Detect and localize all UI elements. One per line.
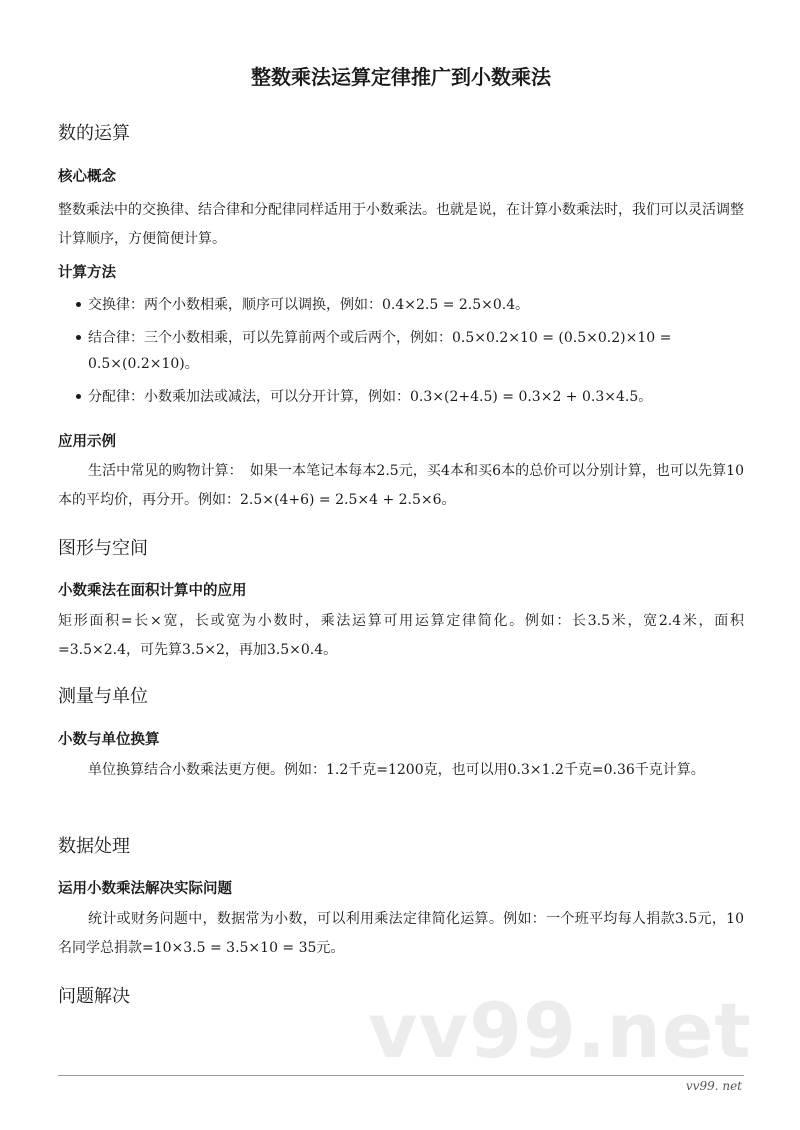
bullet-icon xyxy=(76,335,81,340)
practical-problems-text: 统计或财务问题中，数据常为小数，可以利用乘法定律简化运算。例如：一个班平均每人捐款3.5元，10名同学总捐款=10×3.5 = 3.5×10 = 35元。 xyxy=(58,911,744,956)
core-concept-text: 整数乘法中的交换律、结合律和分配律同样适用于小数乘法。也就是说，在计算小数乘法时，我们可以灵活调整计算顺序，方便简便计算。 xyxy=(58,202,744,247)
unit-conversion-text: 单位换算结合小数乘法更方便。例如：1.2千克=1200克，也可以用0.3×1.2千克=0.36千克计算。 xyxy=(88,762,705,778)
subheading-core-concept: 核心概念 xyxy=(58,169,116,185)
list-item xyxy=(58,292,744,318)
area-application-text: 矩形面积=长×宽，长或宽为小数时，乘法运算可用运算定律简化。例如：长3.5米，宽2.4米，面积=3.5×2.4，可先算3.5×2，再加3.5×0.4。 xyxy=(58,613,744,658)
bullet-icon xyxy=(76,302,81,307)
section-heading-measurement-units: 测量与单位 xyxy=(58,686,148,707)
application-example-text: 生活中常见的购物计算： 如果一本笔记本每本2.5元，买4本和买6本的总价可以分别计算，也可以先算10本的平均价，再分开。例如：2.5×(4+6) = 2.5×4 + 2.5×6。 xyxy=(58,463,744,508)
method-commutative-text: 交换律：两个小数相乘，顺序可以调换，例如：0.4×2.5 = 2.5×0.4。 xyxy=(88,297,530,313)
footer-site-label: vv99. net xyxy=(685,1079,742,1093)
list-item xyxy=(58,325,744,377)
subheading-application-example: 应用示例 xyxy=(58,434,116,450)
section-heading-number-operations: 数的运算 xyxy=(58,123,130,144)
section-heading-problem-solving: 问题解决 xyxy=(58,986,130,1007)
subheading-area-application: 小数乘法在面积计算中的应用 xyxy=(58,583,247,599)
methods-list xyxy=(58,292,744,417)
list-item xyxy=(58,384,744,410)
method-associative-text: 结合律：三个小数相乘，可以先算前两个或后两个，例如：0.5×0.2×10 = (0.5×0.2)×10 = 0.5×(0.2×10)。 xyxy=(88,330,672,372)
footer-divider xyxy=(58,1075,744,1076)
subheading-practical-problems: 运用小数乘法解决实际问题 xyxy=(58,881,232,897)
subheading-calculation-methods: 计算方法 xyxy=(58,265,116,281)
method-distributive-text: 分配律：小数乘加法或减法，可以分开计算，例如：0.3×(2+4.5) = 0.3×2 + 0.3×4.5。 xyxy=(88,389,653,405)
section-heading-shape-space: 图形与空间 xyxy=(58,538,148,559)
section-heading-data-processing: 数据处理 xyxy=(58,836,130,857)
bullet-icon xyxy=(76,394,81,399)
document-title: 整数乘法运算定律推广到小数乘法 xyxy=(251,65,551,89)
watermark-logo: vv99.net xyxy=(368,986,752,1075)
subheading-unit-conversion: 小数与单位换算 xyxy=(58,732,160,748)
